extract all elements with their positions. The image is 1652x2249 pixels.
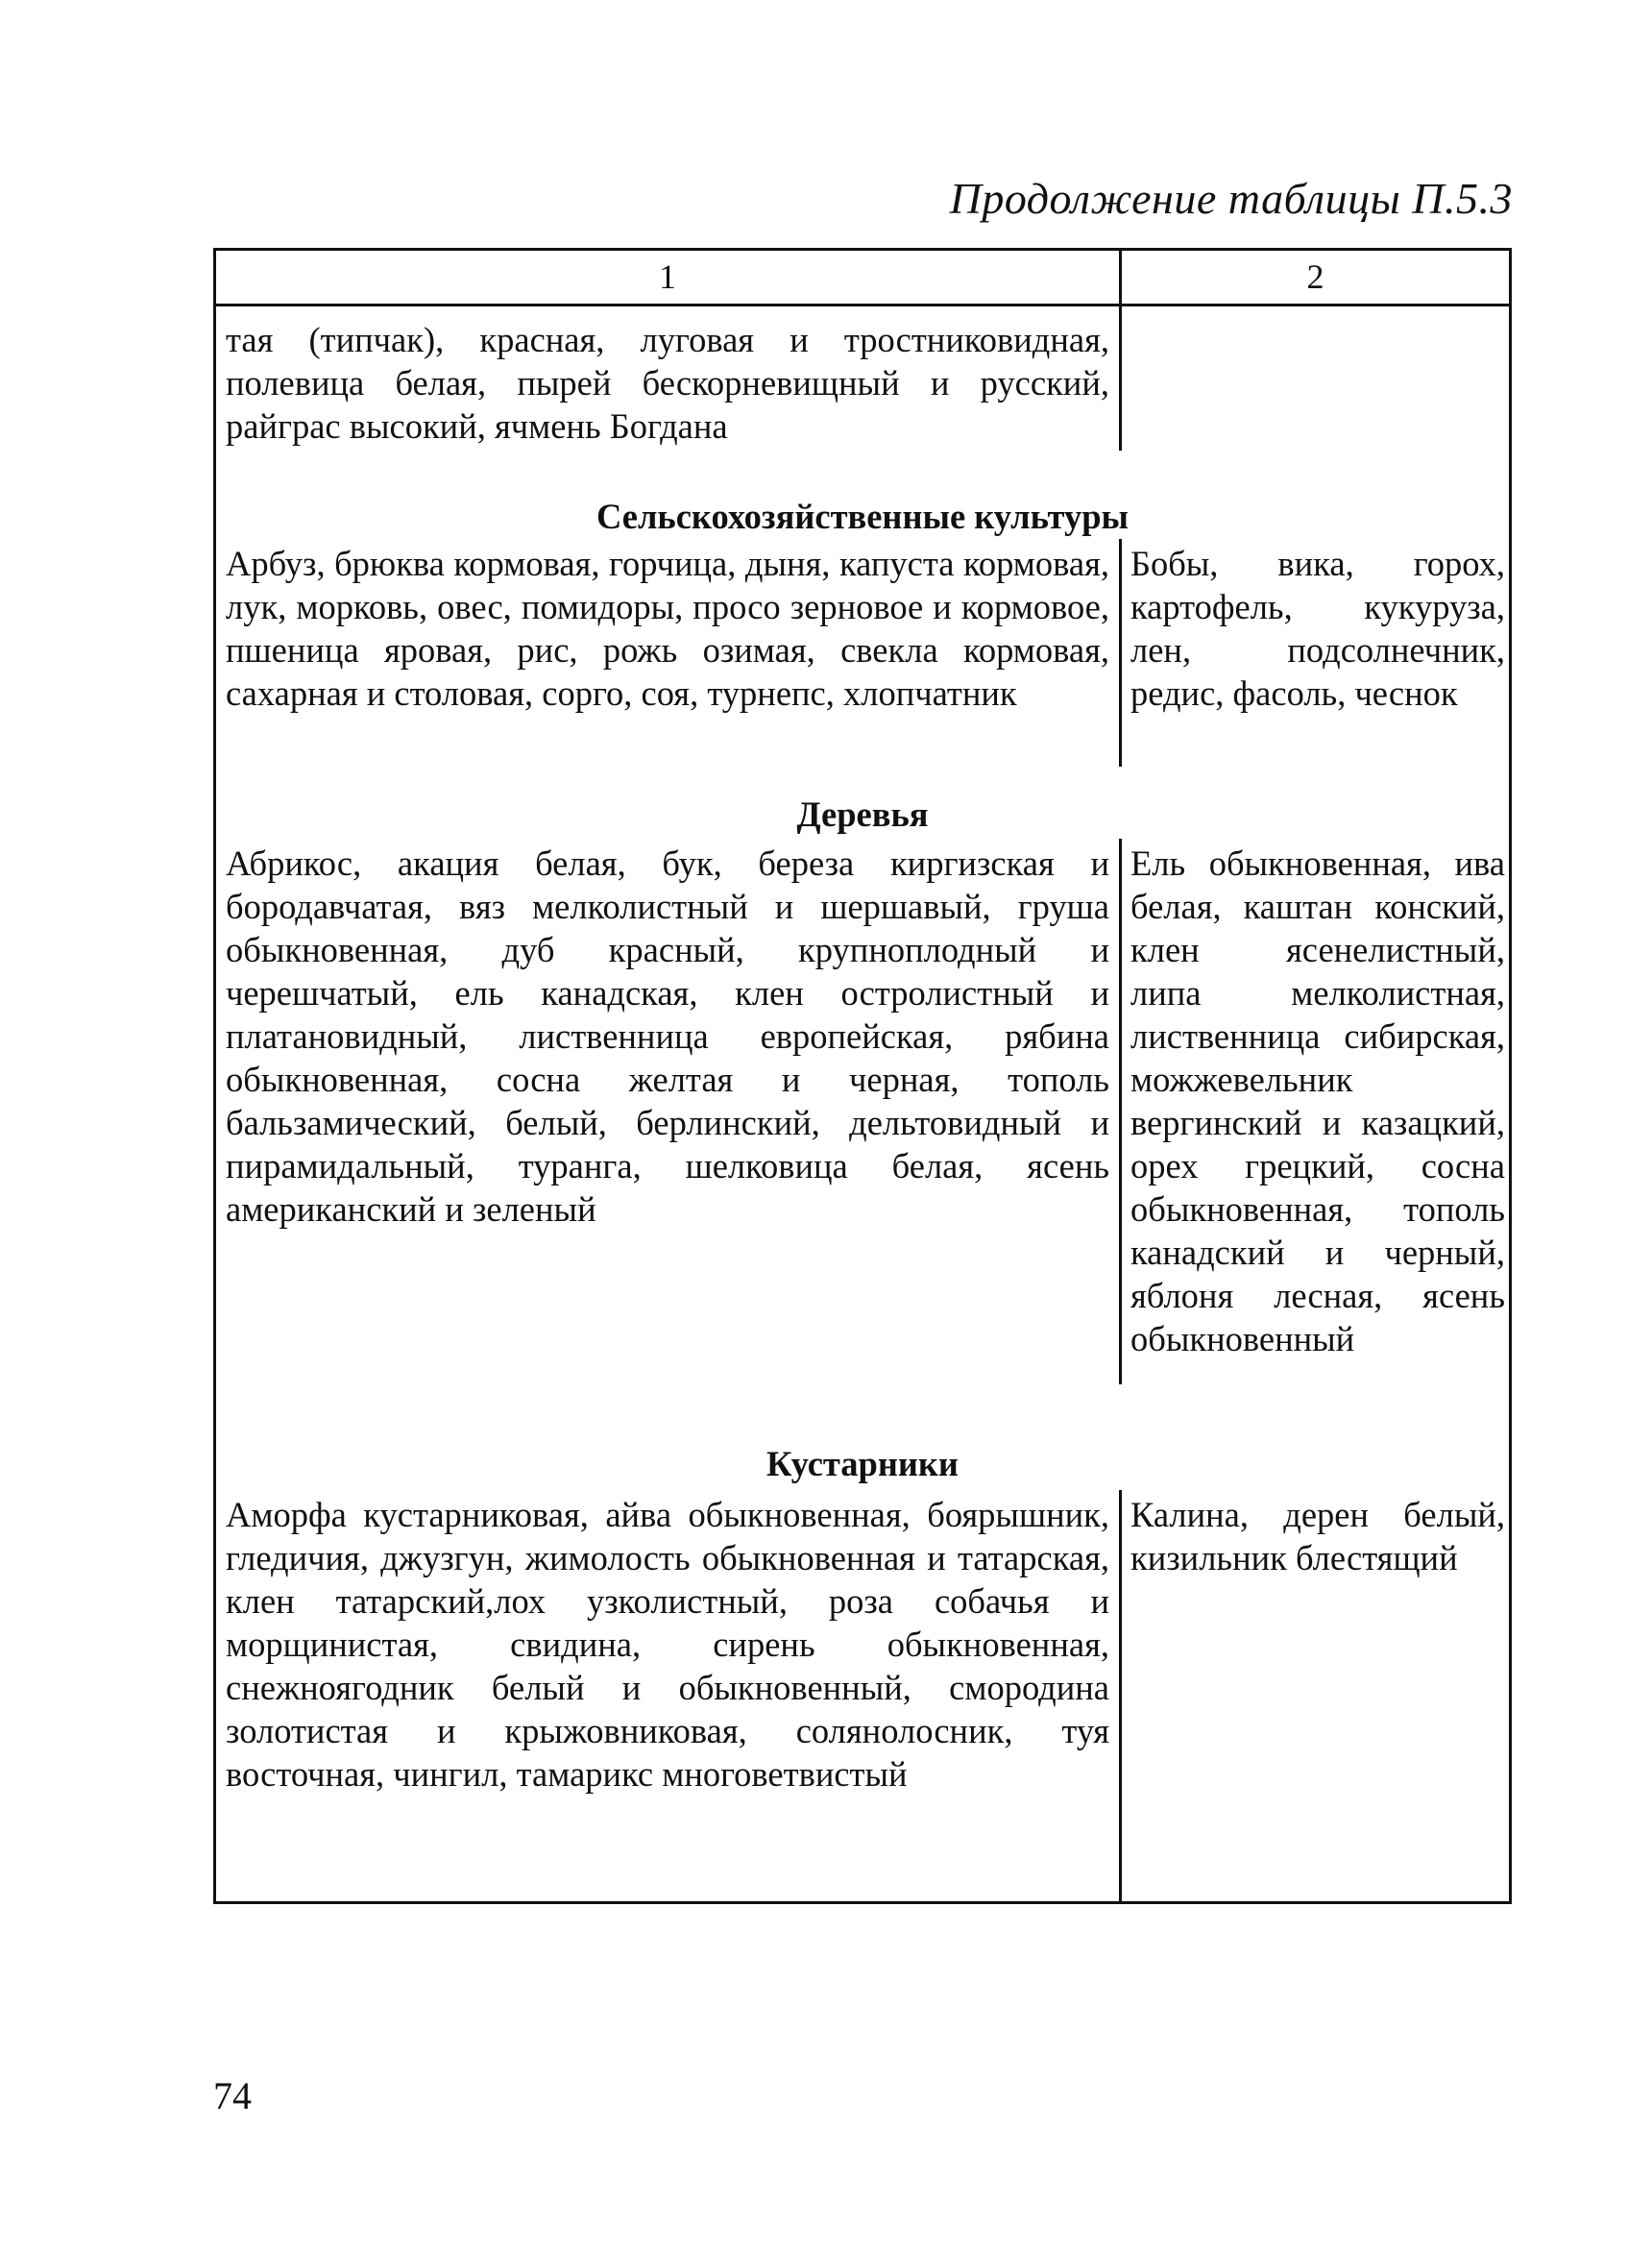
- section-trees-col1: Абрикос, акация белая, бук, береза киргизская и бородавчатая, вяз мелколистный и шершавый, груша обыкновенная, дуб красный, крупноплодный и черешчатый, ель канадская, клен остролистный и платановидный, лиственница европейская, рябина обыкновенная, сосна желтая и черная, тополь бальзамический, белый, берлинский, дельтовидный и пирамидальный, туранга, шелковица белая, ясень американский и зеленый: [226, 843, 1109, 1229]
- species-table: [213, 248, 1512, 1904]
- section-title-crops: Сельскохозяйственные культуры: [595, 497, 1130, 536]
- section-shrubs-col2: Калина, дерен белый, кизильник блестящий: [1130, 1495, 1505, 1577]
- column-divider: [1119, 1490, 1122, 1904]
- section-crops-col2: Бобы, вика, горох, картофель, кукуруза, лен, подсолнечник, редис, фасоль, чеснок: [1130, 544, 1505, 713]
- column-divider: [1119, 539, 1122, 767]
- continuation-col1: тая (типчак), красная, луговая и тростниковидная, полевица белая, пырей бескорневищный и русский, райграс высокий, ячмень Богдана: [226, 320, 1109, 446]
- section-title-trees: Деревья: [796, 794, 929, 834]
- page-number: 74: [213, 2074, 252, 2117]
- table-header-row: [216, 251, 1509, 306]
- column-header-1: 1: [659, 257, 676, 296]
- column-divider: [1119, 306, 1122, 451]
- section-shrubs-col1: Аморфа кустарниковая, айва обыкновенная, боярышник, гледичия, джузгун, жимолость обыкновенная и татарская, клен татарский,лох узколистный, роза собачья и морщинистая, свидина, сирень обыкновенная, снежноягодник белый и обыкновенный, смородина золотистая и крыжовниковая, солянолосник, туя восточная, чингил, тамарикс многоветвистый: [226, 1495, 1109, 1794]
- column-header-2: 2: [1306, 257, 1324, 296]
- section-title-shrubs: Кустарники: [766, 1444, 959, 1483]
- table-caption: Продолжение таблицы П.5.3: [949, 174, 1513, 223]
- section-trees-col2: Ель обыкновенная, ива белая, каштан конский, клен ясенелистный, липа мелколистная, лиственница сибирская, можжевельник вергинский и казацкий, орех грецкий, сосна обыкновенная, тополь канадский и черный, яблоня лесная, ясень обыкновенный: [1130, 843, 1505, 1358]
- column-divider: [1119, 839, 1122, 1384]
- section-crops-col1: Арбуз, брюква кормовая, горчица, дыня, капуста кормовая, лук, морковь, овес, помидоры, просо зерновое и кормовое, пшеница яровая, рис, рожь озимая, свекла кормовая, сахарная и столовая, сорго, соя, турнепс, хлопчатник: [226, 544, 1109, 713]
